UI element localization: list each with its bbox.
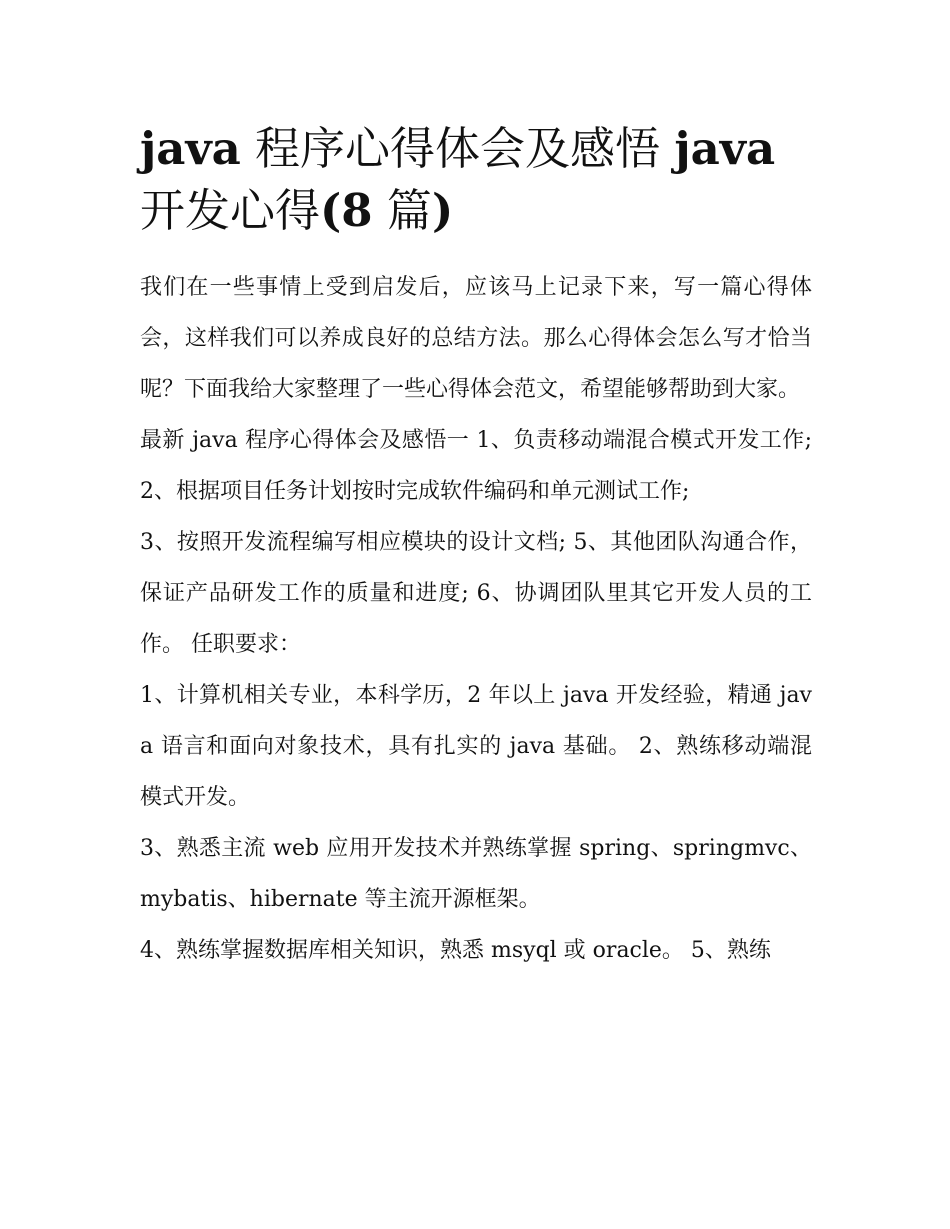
body-paragraph: 1、计算机相关专业，本科学历，2 年以上 java 开发经验，精通 java 语言和面向对象技术，具有扎实的 java 基础。 2、熟练移动端混模式开发。 (140, 683, 812, 810)
body-paragraph: 最新 java 程序心得体会及感悟一 1、负责移动端混合模式开发工作; 2、根据项目任务计划按时完成软件编码和单元测试工作; (140, 428, 812, 504)
title-part: java (140, 122, 241, 175)
title-part: 篇 (372, 184, 432, 237)
title-part: 程序心得体会及感悟 (240, 122, 675, 175)
title-part: ) (431, 184, 454, 237)
intro-paragraph: 我们在一些事情上受到启发后，应该马上记录下来，写一篇心得体会，这样我们可以养成良好的总结方法。那么心得体会怎么写才恰当呢？下面我给大家整理了一些心得体会范文，希望能够帮助到大家。 (140, 275, 812, 402)
body-paragraph: 4、熟练掌握数据库相关知识，熟悉 msyql 或 oracle。 5、熟练 (140, 938, 771, 963)
title-part: java (674, 122, 776, 175)
title-part: (8 (320, 184, 373, 237)
body-paragraph: 3、熟悉主流 web 应用开发技术并熟练掌握 spring、springmvc、mybatis、hibernate 等主流开源框架。 (140, 836, 812, 912)
document-content (140, 118, 812, 976)
body-paragraph: 3、按照开发流程编写相应模块的设计文档; 5、其他团队沟通合作，保证产品研发工作的质量和进度; 6、协调团队里其它开发人员的工作。 任职要求： (140, 530, 812, 657)
title-part: 开发心得 (140, 184, 321, 237)
document-title (140, 118, 812, 242)
